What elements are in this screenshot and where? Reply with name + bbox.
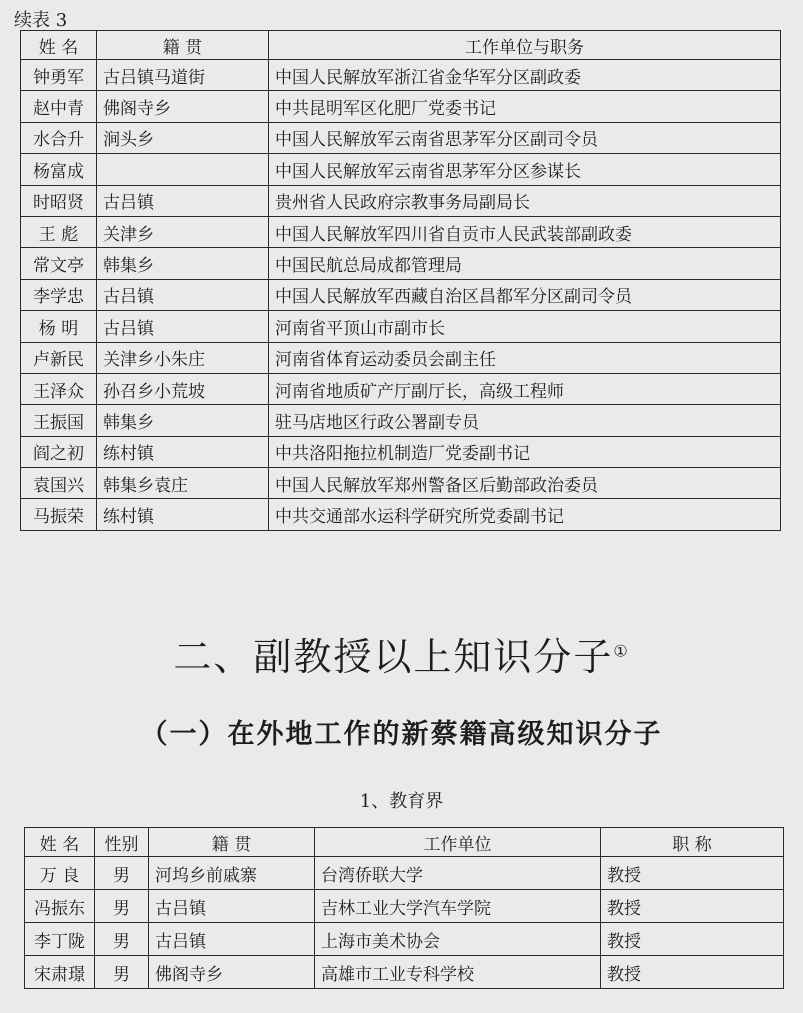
name-cell: 钟勇军 (21, 60, 97, 91)
workplace-position-cell: 中国人民解放军郑州警备区后勤部政治委员 (269, 468, 781, 499)
workplace-position-cell: 中国人民解放军浙江省金华军分区副政委 (269, 60, 781, 91)
workplace-position-cell: 中共洛阳拖拉机制造厂党委副书记 (269, 436, 781, 467)
header-name: 姓 名 (25, 828, 95, 857)
table-row (21, 405, 781, 436)
table-row (21, 279, 781, 310)
native-place-cell: 练村镇 (97, 499, 269, 530)
workplace-position-cell: 贵州省人民政府宗教事务局副局长 (269, 185, 781, 216)
table-row (25, 923, 784, 956)
title-cell: 教授 (601, 857, 784, 890)
workplace-position-cell: 中国人民解放军西藏自治区昌都军分区副司令员 (269, 279, 781, 310)
native-place-cell (97, 154, 269, 185)
workplace-position-cell: 河南省地质矿产厅副厅长，高级工程师 (269, 373, 781, 404)
header-name: 姓 名 (21, 31, 97, 60)
header-workplace-position: 工作单位与职务 (269, 31, 781, 60)
table-row (21, 185, 781, 216)
table-row (25, 857, 784, 890)
name-cell: 李学忠 (21, 279, 97, 310)
native-place-cell: 佛阁寺乡 (149, 956, 315, 989)
table-row (25, 956, 784, 989)
name-cell: 杨 明 (21, 311, 97, 342)
workplace-cell: 高雄市工业专科学校 (315, 956, 601, 989)
native-place-cell: 孙召乡小荒坡 (97, 373, 269, 404)
title-cell: 教授 (601, 890, 784, 923)
table-row (21, 311, 781, 342)
name-cell: 王泽众 (21, 373, 97, 404)
gender-cell: 男 (95, 956, 149, 989)
workplace-position-cell: 河南省平顶山市副市长 (269, 311, 781, 342)
name-cell: 赵中青 (21, 91, 97, 122)
table-row (21, 373, 781, 404)
name-cell: 阎之初 (21, 436, 97, 467)
officials-table (20, 30, 781, 531)
workplace-cell: 台湾侨联大学 (315, 857, 601, 890)
native-place-cell: 关津乡 (97, 216, 269, 247)
workplace-position-cell: 中共交通部水运科学研究所党委副书记 (269, 499, 781, 530)
workplace-cell: 上海市美术协会 (315, 923, 601, 956)
native-place-cell: 古吕镇 (97, 185, 269, 216)
name-cell: 水合升 (21, 122, 97, 153)
native-place-cell: 练村镇 (97, 436, 269, 467)
category-title: 1、教育界 (359, 791, 444, 812)
table-header-row (21, 31, 781, 60)
workplace-position-cell: 中国民航总局成都管理局 (269, 248, 781, 279)
table-row (21, 468, 781, 499)
name-cell: 冯振东 (25, 890, 95, 923)
native-place-cell: 韩集乡 (97, 405, 269, 436)
section-title (0, 626, 803, 681)
name-cell: 袁国兴 (21, 468, 97, 499)
table-row (25, 890, 784, 923)
name-cell: 李丁陇 (25, 923, 95, 956)
native-place-cell: 古吕镇 (97, 311, 269, 342)
table-row (21, 60, 781, 91)
header-workplace: 工作单位 (315, 828, 601, 857)
name-cell: 宋肃璟 (25, 956, 95, 989)
title-cell: 教授 (601, 923, 784, 956)
table-row (21, 216, 781, 247)
gender-cell: 男 (95, 923, 149, 956)
native-place-cell: 古吕镇 (149, 890, 315, 923)
workplace-position-cell: 河南省体育运动委员会副主任 (269, 342, 781, 373)
name-cell: 王振国 (21, 405, 97, 436)
table-row (21, 436, 781, 467)
native-place-cell: 佛阁寺乡 (97, 91, 269, 122)
workplace-position-cell: 中国人民解放军云南省思茅军分区副司令员 (269, 122, 781, 153)
workplace-position-cell: 中共昆明军区化肥厂党委书记 (269, 91, 781, 122)
workplace-position-cell: 中国人民解放军云南省思茅军分区参谋长 (269, 154, 781, 185)
header-title: 职 称 (601, 828, 784, 857)
gender-cell: 男 (95, 857, 149, 890)
name-cell: 卢新民 (21, 342, 97, 373)
title-cell: 教授 (601, 956, 784, 989)
table-row (21, 248, 781, 279)
table-header-row (25, 828, 784, 857)
table-row (21, 154, 781, 185)
header-native-place: 籍 贯 (149, 828, 315, 857)
header-native-place: 籍 贯 (97, 31, 269, 60)
table-row (21, 122, 781, 153)
workplace-position-cell: 驻马店地区行政公署副专员 (269, 405, 781, 436)
education-table (24, 827, 784, 989)
name-cell: 杨富成 (21, 154, 97, 185)
table-row (21, 499, 781, 530)
footnote-marker: ① (613, 641, 630, 661)
name-cell: 万 良 (25, 857, 95, 890)
native-place-cell: 涧头乡 (97, 122, 269, 153)
native-place-cell: 关津乡小朱庄 (97, 342, 269, 373)
name-cell: 常文亭 (21, 248, 97, 279)
native-place-cell: 古吕镇 (149, 923, 315, 956)
native-place-cell: 河坞乡前戚寨 (149, 857, 315, 890)
table-row (21, 342, 781, 373)
table-row (21, 91, 781, 122)
native-place-cell: 古吕镇马道街 (97, 60, 269, 91)
subsection-title: （一）在外地工作的新蔡籍高级知识分子 (140, 719, 663, 750)
header-gender: 性别 (95, 828, 149, 857)
workplace-position-cell: 中国人民解放军四川省自贡市人民武装部副政委 (269, 216, 781, 247)
gender-cell: 男 (95, 890, 149, 923)
table-caption: 续表 3 (14, 10, 68, 31)
name-cell: 时昭贤 (21, 185, 97, 216)
section-title-text: 二、副教授以上知识分子 (173, 635, 614, 679)
name-cell: 马振荣 (21, 499, 97, 530)
native-place-cell: 韩集乡袁庄 (97, 468, 269, 499)
name-cell: 王 彪 (21, 216, 97, 247)
workplace-cell: 吉林工业大学汽车学院 (315, 890, 601, 923)
native-place-cell: 韩集乡 (97, 248, 269, 279)
native-place-cell: 古吕镇 (97, 279, 269, 310)
